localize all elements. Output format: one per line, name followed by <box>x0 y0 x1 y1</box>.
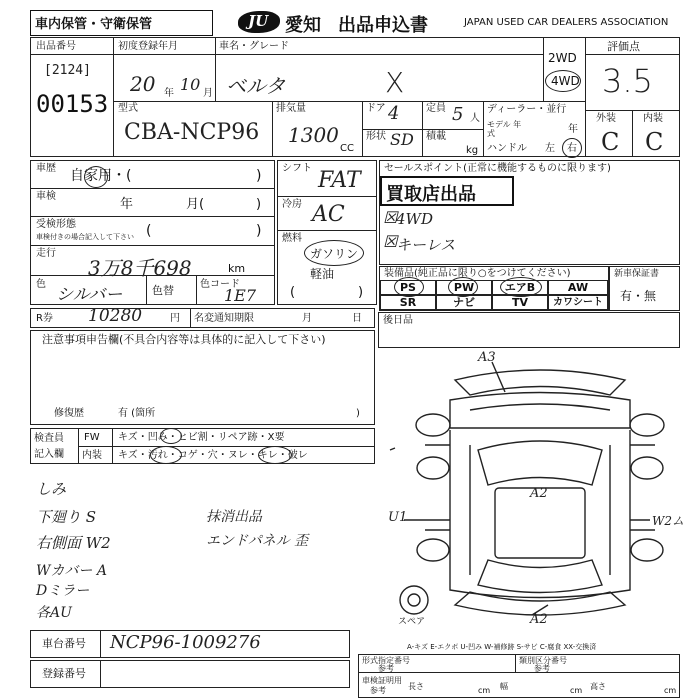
warranty-values: 有・無 <box>620 289 657 303</box>
history-close: ) <box>256 168 262 184</box>
model-label: 車名・グレード <box>219 41 289 52</box>
chassis-label: 車台番号 <box>42 637 86 650</box>
displacement-value: 1300 <box>288 123 339 147</box>
score: 3.5 <box>602 62 653 100</box>
equipment-item-1: PW <box>436 280 492 295</box>
type-value: CBA-NCP96 <box>124 120 260 145</box>
color-code-value: 1E7 <box>224 286 257 305</box>
diagram-mark-a2-roof: A2 <box>530 486 548 501</box>
mileage-value: 3万8千698 <box>88 256 192 280</box>
interior-grade: C <box>645 128 664 156</box>
equipment-item-4: SR <box>380 295 436 310</box>
doors-label: ドア <box>366 103 386 114</box>
fw-items: キズ・凹み・ヒビ割・リペア跡・X要 <box>118 432 285 443</box>
selling-point-mark-1: ☒ <box>383 232 398 251</box>
selling-point-1: キーレス <box>396 236 456 254</box>
note-line-4: Dミラー <box>36 583 90 599</box>
height-unit: cm <box>664 686 677 695</box>
diagram-mark-a3: A3 <box>478 350 496 365</box>
after-items-label: 後日品 <box>383 315 413 326</box>
received-open: ( <box>146 223 152 239</box>
note-right-1: エンドパネル 歪 <box>206 533 309 549</box>
equipment-label: 装備品(純正品に限り○をつけてください) <box>384 268 571 279</box>
color-value: シルバー <box>56 285 123 305</box>
height-label: 高さ <box>590 682 606 691</box>
attention-label: 注意事項申告欄(不具合内容等は具体的に記入して下さい) <box>42 333 326 346</box>
displacement-unit: CC <box>340 143 354 154</box>
mileage-label: 走行 <box>36 248 56 259</box>
association-name: JAPAN USED CAR DEALERS ASSOCIATION <box>464 17 669 28</box>
width-label: 幅 <box>500 682 508 691</box>
repair-label: 修復歴 <box>54 408 84 419</box>
model-name: ベルタ <box>226 74 286 98</box>
first-reg-label: 初度登録年月 <box>118 41 178 52</box>
equipment-item-0: PS <box>380 280 436 295</box>
received-note: 車検付きの場合記入して下さい <box>36 233 134 241</box>
fuel-gasoline: ガソリン <box>310 247 359 261</box>
load-label: 積載 <box>426 131 446 142</box>
listing-number: 00153 <box>36 90 109 118</box>
equipment-item-5: ナビ <box>436 295 492 310</box>
fuel-label: 燃料 <box>282 233 302 244</box>
diagram-mark-u1: U1 <box>388 510 408 525</box>
buyer-listing-label: 買取店出品 <box>386 184 476 205</box>
exterior-grade: C <box>601 128 620 156</box>
selling-point-mark-0: ☒ <box>383 208 398 227</box>
note-line-1: 下廻り S <box>36 508 97 526</box>
drive-2wd: 2WD <box>548 51 577 65</box>
diagram-mark-w2: W2ム <box>652 514 684 528</box>
shift-label: シフト <box>282 163 312 174</box>
drive-4wd: 4WD <box>551 74 580 88</box>
branch-name: 愛知 <box>285 15 321 36</box>
type-label: 型式 <box>118 103 138 114</box>
handle-left: 左 <box>545 143 555 154</box>
note-line-5: 各AU <box>36 605 72 621</box>
displacement-label: 排気量 <box>276 103 306 114</box>
inspector-label: 検査員 <box>34 433 64 444</box>
listing-bracket-number: [2124] <box>44 63 91 78</box>
interior-label: 内装 <box>643 113 663 124</box>
equipment-item-7: カワシート <box>548 295 608 310</box>
recycle-value: 10280 <box>88 306 143 326</box>
interior-inspection-items: キズ・汚れ・コゲ・穴・ヌレ・キレ・破レ <box>118 450 308 461</box>
equipment-item-2: エアB <box>492 280 548 295</box>
recycle-label: R券 <box>36 313 53 324</box>
damage-legend: A-キズ E-エクボ U-凹み W-補修跡 S-サビ C-腐食 XX-交換済 <box>407 643 597 651</box>
capacity-value: 5 <box>452 104 464 125</box>
cert-ref: 参考 <box>370 686 386 695</box>
designation-ref: 参考 <box>378 664 394 673</box>
color-change-label: 色替 <box>152 284 174 297</box>
history-label: 車歴 <box>36 163 56 174</box>
mileage-unit: km <box>228 262 246 275</box>
fuel-diesel: 軽油 <box>310 267 335 281</box>
ac-value: AC <box>312 202 345 227</box>
inspection-year: 年 <box>120 197 134 212</box>
notice-month-unit: 月 <box>302 313 312 324</box>
shift-value: FAT <box>318 168 361 193</box>
received-label: 受検形態 <box>36 219 76 230</box>
fuel-close: ) <box>358 285 364 300</box>
length-unit: cm <box>478 686 491 695</box>
inspection-close: ) <box>256 197 262 212</box>
shape-label: 形状 <box>366 131 386 142</box>
spare-label: スペア <box>398 617 426 627</box>
inspection-month: 月( <box>186 197 205 212</box>
month-unit: 月 <box>203 88 213 99</box>
selling-point-0: 4WD <box>396 210 433 228</box>
interior-inspection-label: 内装 <box>82 450 102 461</box>
recycle-unit: 円 <box>170 313 180 324</box>
score-label: 評価点 <box>607 40 640 53</box>
first-reg-month: 10 <box>180 75 201 94</box>
handle-right: 右 <box>567 143 577 154</box>
note-right-0: 抹消出品 <box>206 509 262 525</box>
color-label: 色 <box>36 279 46 290</box>
ju-logo-text: JU <box>248 12 269 30</box>
cert-label: 車検証明用 <box>362 676 402 685</box>
notice-label: 名変通知期限 <box>194 313 254 324</box>
handle-label: ハンドル <box>487 143 527 154</box>
designation-label: 形式指定番号 <box>362 656 410 665</box>
diagram-mark-a2-rear: A2 <box>530 612 548 627</box>
category-ref: 参考 <box>534 664 550 673</box>
doors-value: 4 <box>388 103 400 124</box>
equipment-item-6: TV <box>492 295 548 310</box>
capacity-label: 定員 <box>426 103 446 114</box>
chassis-value: NCP96-1009276 <box>110 632 261 653</box>
repair-value: 有 (箇所 <box>118 408 156 419</box>
history-value: 自家用・( <box>70 168 132 184</box>
inspection-label: 車検 <box>36 191 56 202</box>
notice-day-unit: 日 <box>352 313 362 324</box>
dealer-label: ディーラー・並行 <box>487 104 567 115</box>
exterior-label: 外装 <box>596 113 616 124</box>
load-unit: kg <box>466 145 479 156</box>
grade: X <box>385 66 405 99</box>
equipment-item-3: AW <box>548 280 608 295</box>
fw-label: FW <box>84 432 100 443</box>
length-label: 長さ <box>408 682 424 691</box>
shape-value: SD <box>390 130 414 149</box>
capacity-unit: 人 <box>470 113 480 124</box>
fuel-open: ( <box>290 285 296 300</box>
model-year-unit: 年 <box>568 124 578 135</box>
width-unit: cm <box>570 686 583 695</box>
year-unit: 年 <box>164 88 174 99</box>
form-title: 出品申込書 <box>338 15 428 36</box>
repair-close: ) <box>356 408 360 419</box>
note-line-2: 右側面 W2 <box>36 534 111 552</box>
registration-label: 登録番号 <box>42 667 86 680</box>
ac-label: 冷房 <box>282 199 302 210</box>
warranty-label: 新車保証書 <box>614 269 660 279</box>
listing-number-label: 出品番号 <box>36 41 76 52</box>
category-label: 類別区分番号 <box>519 656 567 665</box>
note-line-0: しみ <box>36 480 67 498</box>
storage-label: 車内保管・守衛保管 <box>30 10 213 36</box>
first-reg-year: 20 <box>130 72 156 96</box>
color-code-label: 色コード <box>200 279 240 290</box>
entry-label: 記入欄 <box>34 449 64 460</box>
model-year-label: モデル 年式 <box>487 120 522 138</box>
selling-points-label: セールスポイント(正常に機能するものに限ります) <box>384 163 611 174</box>
received-close: ) <box>256 223 262 239</box>
note-line-3: Wカバー A <box>36 563 107 579</box>
